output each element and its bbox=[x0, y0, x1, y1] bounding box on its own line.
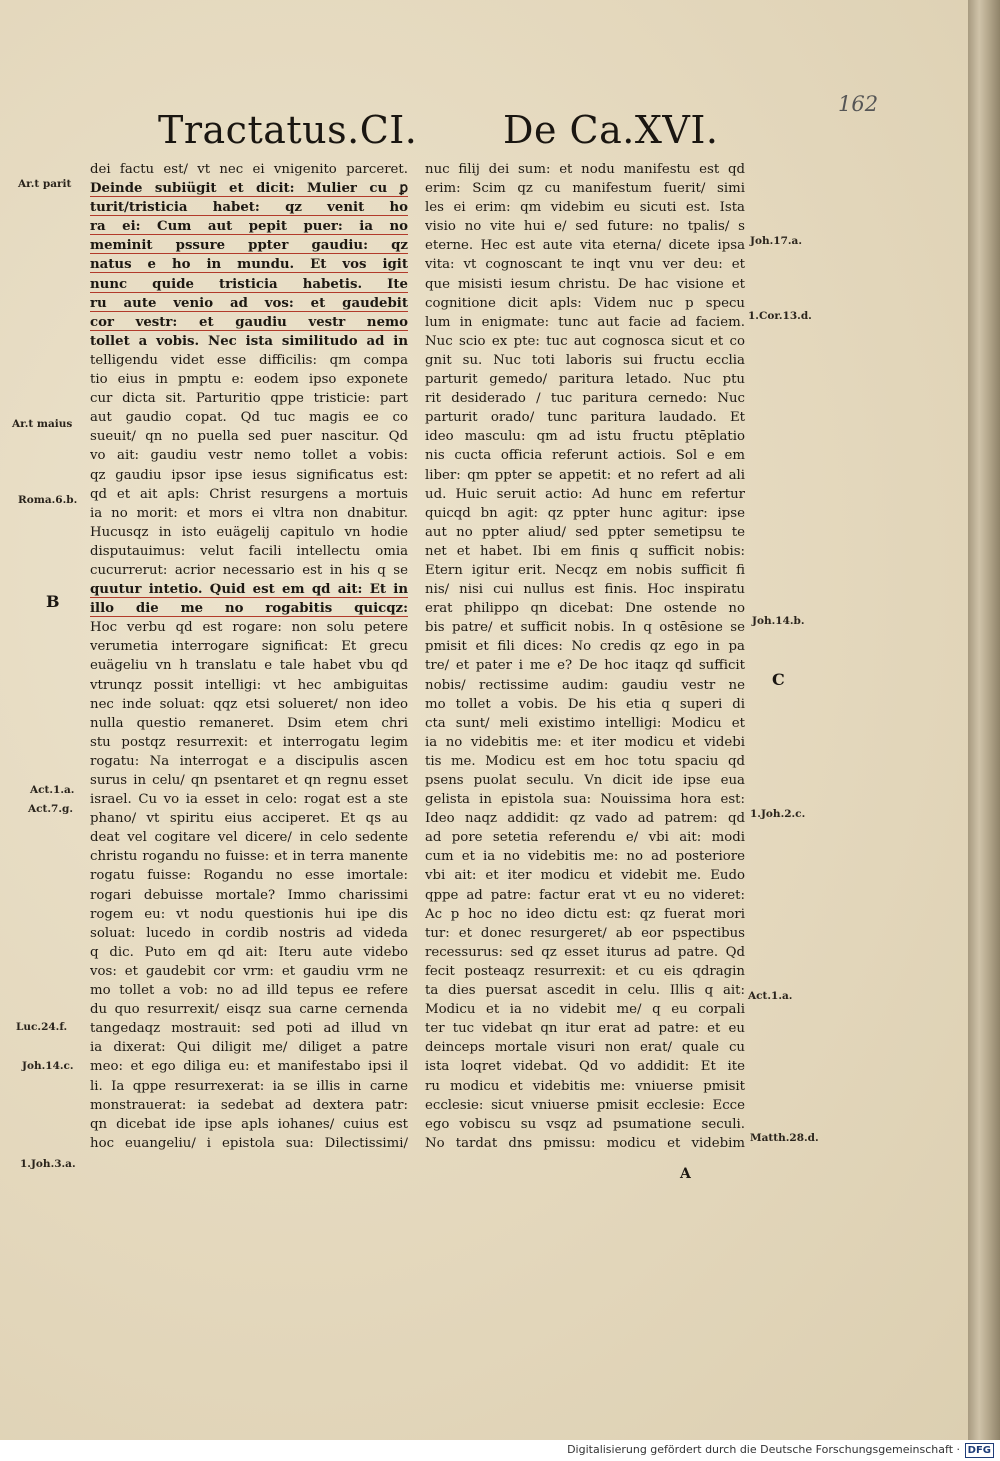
text-line: nis/ nisi cui nullus est finis. Hoc inspiratu bbox=[425, 582, 745, 598]
text-line: No tardat dns pmissu: modicu et videbim bbox=[425, 1135, 745, 1151]
margin-gloss: Act.1.a. bbox=[30, 784, 75, 796]
text-line bbox=[90, 599, 408, 618]
rubricated-phrase: quutur intetio. Quid est em qd ait: Et in bbox=[90, 582, 408, 598]
text-line: nulla questio remaneret. Dsim etem chri bbox=[90, 715, 408, 731]
margin-gloss: Luc.24.f. bbox=[16, 1021, 68, 1033]
text-line bbox=[90, 255, 408, 274]
text-line: ud. Huic seruit actio: Ad hunc em refertur bbox=[425, 486, 745, 502]
text-line: rogatu fuisse: Rogandu no esse imortale: bbox=[90, 868, 408, 884]
text-line: ru modicu et videbitis me: vniuerse pmisit bbox=[425, 1078, 745, 1094]
text-line: cta sunt/ meli existimo intelligi: Modicu et bbox=[425, 715, 745, 731]
dfg-logo: DFG bbox=[965, 1443, 994, 1458]
text-line: liber: qm ppter se appetit: et no refert ad ali bbox=[425, 467, 745, 483]
text-line: vita: vt cognoscant te inqt vnu ver deu: et bbox=[425, 257, 745, 273]
rubricated-phrase: ra ei: Cum aut pepit puer: ia no bbox=[90, 219, 408, 235]
text-line: erim: Scim qz cu manifestum fuerit/ simi bbox=[425, 181, 745, 197]
section-letter: B bbox=[46, 592, 60, 611]
text-line: Hoc verbu qd est rogare: non solu petere bbox=[90, 620, 408, 636]
text-line: qppe ad patre: factur erat vt eu no videret: bbox=[425, 887, 745, 903]
text-line: dei factu est/ vt nec ei vnigenito parceret. bbox=[90, 162, 408, 177]
text-line: aut gaudio copat. Qd tuc magis ee co bbox=[90, 410, 408, 426]
text-line: surus in celu/ qn psentaret et qn regnu esset bbox=[90, 773, 408, 788]
margin-gloss: 1.Joh.2.c. bbox=[750, 808, 806, 820]
text-line: rogatu: Na interrogat e a discipulis ascen bbox=[90, 753, 408, 769]
text-line: vos: et gaudebit cor vrm: et gaudiu vrm ne bbox=[90, 963, 408, 979]
margin-gloss: Roma.6.b. bbox=[18, 494, 78, 506]
section-letter: C bbox=[772, 670, 785, 689]
text-line: ter tuc videbat qn itur erat ad patre: et eu bbox=[425, 1021, 745, 1037]
text-line: nec inde soluat: qqz etsi solueret/ non ideo bbox=[90, 696, 408, 712]
text-line bbox=[90, 217, 408, 236]
text-line: ia dixerat: Qui diligit me/ diliget a patre bbox=[90, 1040, 408, 1056]
text-line: rogari debuisse mortale? Immo charissimi bbox=[90, 887, 408, 903]
text-line: hoc euangeliu/ i epistola sua: Dilectissimi/ bbox=[90, 1135, 408, 1151]
page-edge bbox=[968, 0, 1000, 1440]
margin-gloss: Act.7.g. bbox=[28, 803, 74, 815]
rubricated-phrase: illo die me no rogabitis quicqz: bbox=[90, 601, 408, 617]
text-line: nis cucta officia referunt actiois. Sol e em bbox=[425, 448, 745, 464]
text-line: bis patre/ et sufficit nobis. In q ostēsione se bbox=[425, 620, 745, 636]
margin-gloss: Matth.28.d. bbox=[750, 1132, 819, 1144]
text-line: ta dies puersat ascedit in celu. Illis q ait: bbox=[425, 983, 745, 999]
text-line: tio eius in pmptu e: eodem ipso exponete bbox=[90, 372, 408, 388]
text-line: ia no morit: et mors ei vltra non dnabitur. bbox=[90, 505, 408, 521]
text-line: psens puolat seculu. Vn dicit ide ipse eua bbox=[425, 773, 745, 788]
folio-number: 162 bbox=[838, 92, 879, 116]
text-line: q dic. Puto em qd ait: Iteru aute videbo bbox=[90, 944, 408, 960]
text-line: Modicu et ia no videbit me/ q eu corpali bbox=[425, 1002, 745, 1018]
margin-gloss: Ar.t maius bbox=[12, 418, 73, 430]
running-head-right: De Ca.XVI. bbox=[503, 108, 719, 152]
text-line: net et habet. Ibi em finis q sufficit nobis: bbox=[425, 543, 745, 559]
text-line: ista loqret videbat. Qd vo addidit: Et ite bbox=[425, 1059, 745, 1075]
rubricated-phrase: meminit pssure ppter gaudiu: qz bbox=[90, 238, 408, 254]
text-line: tis me. Modicu est em hoc totu spaciu qd bbox=[425, 753, 745, 769]
text-line bbox=[90, 580, 408, 599]
text-line bbox=[90, 294, 408, 313]
text-line: li. Ia qppe resurrexerat: ia se illis in carne bbox=[90, 1078, 408, 1094]
margin-gloss: Joh.17.a. bbox=[750, 235, 802, 247]
text-line: aut no ppter aliud/ sed ppter semetipsu te bbox=[425, 524, 745, 540]
text-line: les ei erim: qm videbim eu sicuti est. Ista bbox=[425, 200, 745, 216]
text-line: parturit gemedo/ paritura letado. Nuc ptu bbox=[425, 372, 745, 388]
rubricated-phrase: cor vestr: et gaudiu vestr nemo bbox=[90, 314, 408, 330]
text-line: deat vel cogitare vel dicere/ in celo sedente bbox=[90, 830, 408, 846]
text-line: qn dicebat ide ipse apls iohanes/ cuius est bbox=[90, 1116, 408, 1132]
text-line: lum in enigmate: tunc aut facie ad faciem. bbox=[425, 314, 745, 330]
text-line: parturit orado/ tunc paritura laudado. Et bbox=[425, 410, 745, 426]
rubricated-phrase: turit/tristicia habet: qz venit ho bbox=[90, 200, 408, 216]
text-line: rit desiderado / tuc paritura cernedo: Nuc bbox=[425, 391, 745, 407]
text-line bbox=[90, 236, 408, 255]
text-line: qd et ait apls: Christ resurgens a mortuis bbox=[90, 486, 408, 502]
text-line: quicqd bn agit: qz ppter hunc agitur: ipse bbox=[425, 505, 745, 521]
text-line: ecclesie: sicut vniuerse pmisit ecclesie: Ecce bbox=[425, 1097, 745, 1113]
text-line: cur dicta sit. Parturitio qppe tristicie: part bbox=[90, 391, 408, 407]
text-line bbox=[90, 179, 408, 198]
text-line: euägeliu vn h translatu e tale habet vbu qd bbox=[90, 658, 408, 674]
text-line: nuc filij dei sum: et nodu manifestu est qd bbox=[425, 162, 745, 177]
margin-gloss: Act.1.a. bbox=[748, 990, 793, 1002]
text-line: nobis/ rectissime audim: gaudiu vestr ne bbox=[425, 677, 745, 693]
text-line: eterne. Hec est aute vita eterna/ dicete ipsa bbox=[425, 238, 745, 254]
text-line: cucurrerut: acrior necessario est in his q se bbox=[90, 562, 408, 578]
text-line: ad pore setetia referendu e/ vbi ait: modi bbox=[425, 830, 745, 846]
text-line: ideo masculu: qm ad istu fructu ptēplatio bbox=[425, 429, 745, 445]
text-line: Etern igitur erit. Necqz em nobis sufficit fi bbox=[425, 562, 745, 578]
text-line: cum et ia no videbitis me: no ad posteriore bbox=[425, 849, 745, 865]
text-line: ego vobiscu su vsqz ad psumatione seculi. bbox=[425, 1116, 745, 1132]
text-line: sueuit/ qn no puella sed puer nascitur. Qd bbox=[90, 429, 408, 445]
text-line: mo tollet a vobis. De his etia q superi di bbox=[425, 696, 745, 712]
text-line: tre/ et pater i me e? De hoc itaqz qd sufficit bbox=[425, 658, 745, 674]
text-line: qz gaudiu ipsor ipse iesus significatus est: bbox=[90, 467, 408, 483]
margin-gloss: Joh.14.b. bbox=[752, 615, 805, 627]
text-line: vo ait: gaudiu vestr nemo tollet a vobis: bbox=[90, 448, 408, 464]
text-line: vtrunqz possit intelligi: vt hec ambiguitas bbox=[90, 677, 408, 693]
text-line: deinceps mortale visuri non erat/ quale cu bbox=[425, 1040, 745, 1056]
text-line: pmisit et fili dices: No credis qz ego in pa bbox=[425, 639, 745, 655]
margin-gloss: 1.Joh.3.a. bbox=[20, 1158, 76, 1170]
text-line: soluat: lucedo in cordib nostris ad videda bbox=[90, 925, 408, 941]
rubricated-phrase: ru aute venio ad vos: et gaudebit bbox=[90, 295, 408, 311]
text-line: tollet a vobis. Nec ista similitudo ad in bbox=[90, 333, 408, 349]
text-column-right bbox=[425, 160, 745, 1153]
running-head-left: Tractatus.CI. bbox=[158, 108, 418, 152]
text-line: Ideo naqz addidit: qz vado ad patrem: qd bbox=[425, 811, 745, 827]
text-line: israel. Cu vo ia esset in celo: rogat est a ste bbox=[90, 792, 408, 808]
text-line: Hucusqz in isto euägelij capitulo vn hodie bbox=[90, 524, 408, 540]
text-line: meo: et ego diliga eu: et manifestabo ipsi il bbox=[90, 1059, 408, 1075]
text-column-left bbox=[90, 160, 408, 1153]
rubricated-phrase: natus e ho in mundu. Et vos igit bbox=[90, 257, 408, 273]
rubricated-phrase: Deinde subiügit et dicit: Mulier cu ꝑ bbox=[90, 181, 408, 197]
text-line: disputauimus: velut facili intellectu omia bbox=[90, 543, 408, 559]
text-line: visio no vite hui e/ sed future: no tpalis/ s bbox=[425, 219, 745, 235]
text-line: mo tollet a vob: no ad illd tepus ee refere bbox=[90, 983, 408, 999]
text-line: monstrauerat: ia sedebat ad dextera patr: bbox=[90, 1097, 408, 1113]
text-line: vbi ait: et iter modicu et videbit me. Eudo bbox=[425, 868, 745, 884]
footer-bar bbox=[0, 1440, 1000, 1461]
signature-mark: A bbox=[680, 1166, 691, 1182]
text-line bbox=[90, 313, 408, 332]
text-line: gelista in epistola sua: Nouissima hora est: bbox=[425, 792, 745, 808]
text-line: telligendu videt esse difficilis: qm compa bbox=[90, 352, 408, 368]
text-line: tangedaqz mostrauit: sed poti ad illud vn bbox=[90, 1021, 408, 1037]
text-line: recessurus: sed qz esset iturus ad patre. Qd bbox=[425, 944, 745, 960]
text-line bbox=[90, 275, 408, 294]
text-line: que misisti iesum christu. De hac visione et bbox=[425, 276, 745, 292]
text-line: gnit su. Nuc toti laboris sui fructu ecclia bbox=[425, 352, 745, 368]
margin-gloss: 1.Cor.13.d. bbox=[748, 310, 812, 322]
text-line: Ac p hoc no ideo dictu est: qz fuerat mori bbox=[425, 906, 745, 922]
text-line: stu postqz resurrexit: et interrogatu legim bbox=[90, 734, 408, 750]
text-line: erat philippo qn dicebat: Dne ostende no bbox=[425, 601, 745, 617]
text-line: Nuc scio ex pte: tuc aut cognosca sicut et co bbox=[425, 333, 745, 349]
text-line: christu rogandu no fuisse: et in terra manente bbox=[90, 849, 408, 865]
text-line: phano/ vt spiritu eius acciperet. Et qs au bbox=[90, 811, 408, 827]
text-line bbox=[90, 198, 408, 217]
text-line: ia no videbitis me: et iter modicu et videbi bbox=[425, 734, 745, 750]
footer-credit: Digitalisierung gefördert durch die Deutsche Forschungsgemeinschaft · bbox=[567, 1443, 960, 1456]
text-line: du quo resurrexit/ eisqz sua carne cernenda bbox=[90, 1002, 408, 1018]
margin-gloss: Joh.14.c. bbox=[22, 1060, 74, 1072]
margin-gloss: Ar.t parit bbox=[18, 178, 72, 190]
rubricated-phrase: nunc quide tristicia habetis. Ite bbox=[90, 276, 408, 292]
text-line: fecit posteaqz resurrexit: et cu eis qdragin bbox=[425, 963, 745, 979]
text-line: rogem eu: vt nodu questionis hui ipe dis bbox=[90, 906, 408, 922]
text-line: cognitione dicit apls: Videm nuc p specu bbox=[425, 295, 745, 311]
text-line: verumetia interrogare significat: Et grecu bbox=[90, 639, 408, 655]
text-line: tur: et donec resurgeret/ ab eor pspectibus bbox=[425, 925, 745, 941]
